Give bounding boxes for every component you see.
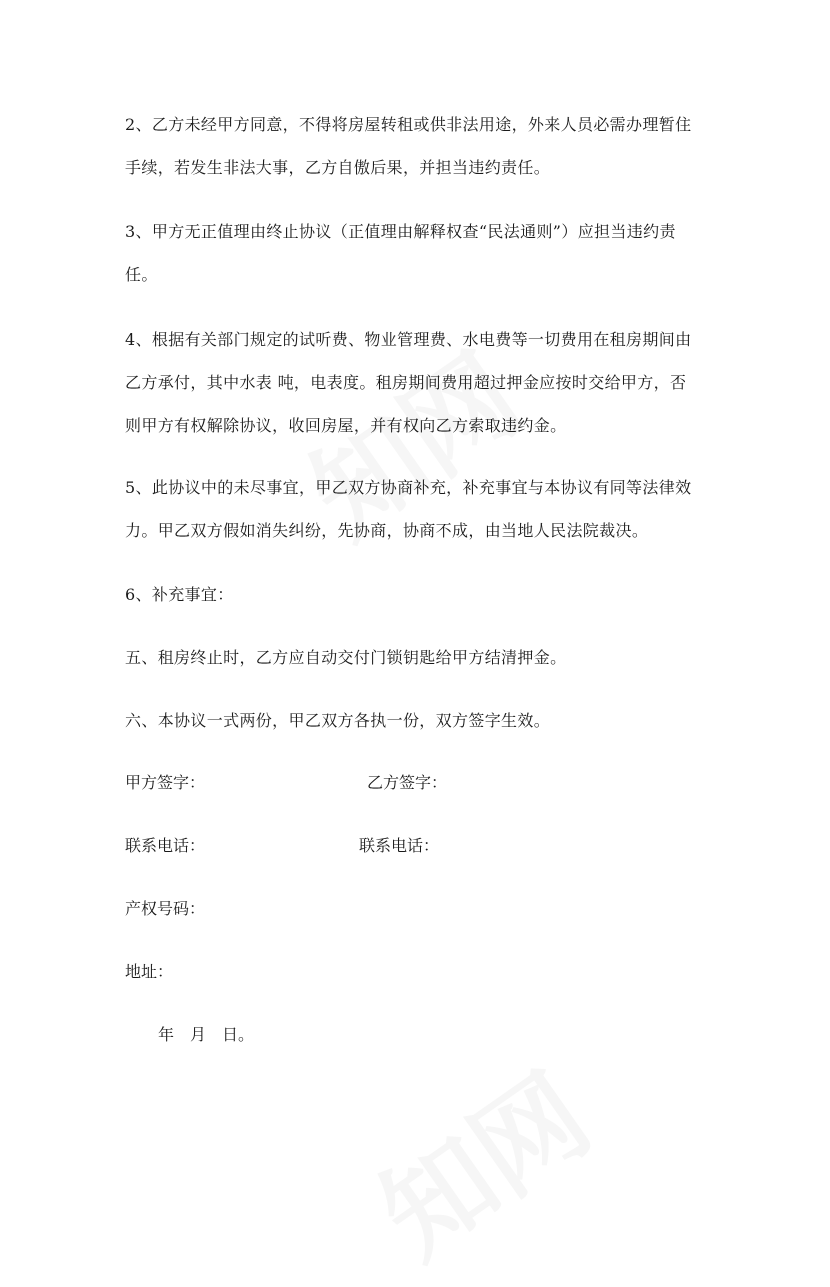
party-b-signature-label: 乙方签字：: [367, 773, 448, 792]
party-b-phone-label: 联系电话：: [359, 836, 440, 855]
clause-line: 4、根据有关部门规定的试听费、物业管理费、水电费等一切费用在租房期间由: [125, 330, 692, 349]
clause-6: [125, 573, 720, 616]
clause-line: 6、补充事宜：: [125, 585, 234, 604]
clause-line: 五、租房终止时，乙方应自动交付门锁钥匙给甲方结清押金。: [125, 648, 567, 667]
clause-line: 六、本协议一式两份，甲乙双方各执一份，双方签字生效。: [125, 711, 551, 730]
party-a-signature-label: 甲方签字：: [125, 773, 206, 792]
clause-line: 3、甲方无正值理由终止协议（正值理由解释权查“民法通则”）应担当违约责: [125, 222, 676, 241]
clause-line: 任。: [125, 265, 158, 284]
party-a-phone-label: 联系电话：: [125, 836, 206, 855]
clause-line: 手续，若发生非法大事，乙方自傲后果，并担当违约责任。: [125, 158, 551, 177]
clause-line: 5、此协议中的未尽事宜，甲乙双方协商补充，补充事宜与本协议有同等法律效: [125, 478, 692, 497]
date-line: 年 月 日。: [158, 1025, 255, 1044]
property-number-label: 产权号码：: [125, 899, 206, 918]
item-six: [125, 699, 720, 742]
clause-2: [125, 103, 720, 189]
clause-3: [125, 210, 720, 296]
item-five: [125, 636, 720, 679]
clause-5: [125, 466, 720, 552]
clause-line: 2、乙方未经甲方同意，不得将房屋转租或供非法用途，外来人员必需办理暂住: [125, 115, 692, 134]
watermark: [345, 1031, 616, 1287]
clause-4: [125, 318, 720, 447]
clause-line: 乙方承付，其中水表 吨，电表度。租房期间费用超过押金应按时交给甲方，否: [125, 373, 687, 392]
clause-line: 则甲方有权解除协议，收回房屋，并有权向乙方索取违约金。: [125, 416, 567, 435]
clause-line: 力。甲乙双方假如消失纠纷，先协商，协商不成，由当地人民法院裁决。: [125, 521, 649, 540]
address-label: 地址：: [125, 962, 174, 981]
